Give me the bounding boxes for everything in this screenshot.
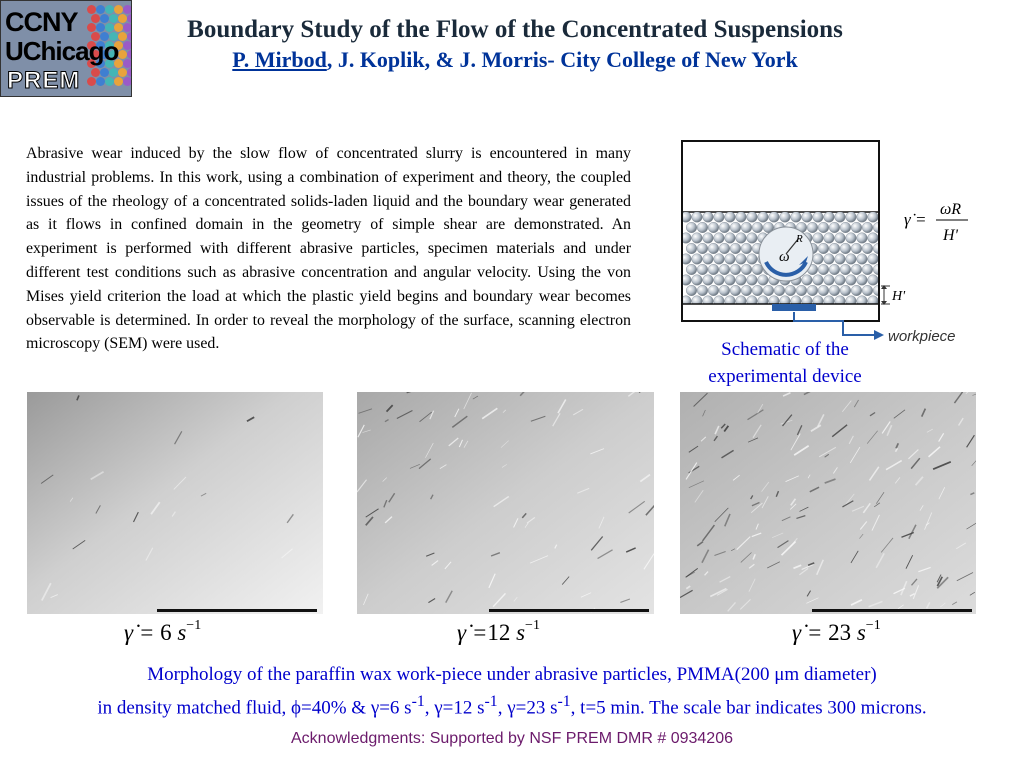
particle-bead	[868, 233, 879, 244]
particle-bead	[736, 233, 747, 244]
particle-bead	[741, 222, 752, 233]
scale-bar	[812, 609, 972, 612]
morphology-caption-line1: Morphology of the paraffin wax work-piece under abrasive particles, PMMA(200 μm diameter)	[147, 664, 877, 685]
logo-dot	[114, 5, 123, 14]
particle-bead	[730, 285, 741, 296]
particle-bead	[824, 275, 835, 286]
particle-bead	[813, 275, 824, 286]
logo-dot	[91, 68, 100, 77]
particle-bead	[736, 254, 747, 265]
logo-dot	[105, 5, 114, 14]
particle-bead	[730, 264, 741, 275]
particle-bead	[840, 243, 851, 254]
particle-bead	[824, 233, 835, 244]
particle-bead	[708, 222, 719, 233]
particle-bead	[697, 285, 708, 296]
logo-dot	[87, 77, 96, 86]
omega-label: ω	[779, 249, 790, 265]
particle-bead	[725, 254, 736, 265]
particle-bead	[752, 222, 763, 233]
particle-bead	[719, 285, 730, 296]
logo-dot	[91, 14, 100, 23]
logo-dot	[100, 14, 109, 23]
logo-dot	[105, 23, 114, 32]
particle-bead	[851, 264, 862, 275]
particle-bead	[857, 275, 868, 286]
rate-value: 12	[487, 620, 511, 645]
acknowledgments: Acknowledgments: Supported by NSF PREM DMR # 0934206	[291, 730, 733, 747]
particle-bead	[835, 212, 846, 223]
caption-exponent: -1	[557, 693, 571, 710]
schematic-caption-line1: Schematic of the	[721, 339, 849, 360]
scale-bar	[157, 609, 317, 612]
particle-bead	[813, 233, 824, 244]
particle-bead	[802, 212, 813, 223]
shear-rate-label	[124, 620, 201, 646]
logo-dot	[87, 5, 96, 14]
particle-bead	[708, 264, 719, 275]
particle-bead	[840, 222, 851, 233]
particle-bead	[697, 222, 708, 233]
logo-dot	[127, 14, 132, 23]
particle-bead	[714, 275, 725, 286]
shear-rate-label	[792, 620, 881, 646]
sem-image	[27, 392, 323, 614]
particle-bead	[758, 212, 769, 223]
particle-bead	[796, 285, 807, 296]
particle-bead	[692, 254, 703, 265]
shear-rate-equation-lhs: γ̇ =	[904, 210, 927, 229]
particle-bead	[835, 233, 846, 244]
author-link[interactable]: P. Mirbod	[232, 47, 327, 72]
particle-bead	[829, 222, 840, 233]
sem-micrograph-low-rate	[27, 392, 323, 614]
caption-segment: , t=5 min. The scale bar indicates 300 microns.	[570, 697, 927, 719]
particle-bead	[703, 212, 714, 223]
particle-bead	[703, 254, 714, 265]
particle-bead	[692, 275, 703, 286]
particle-bead	[824, 212, 835, 223]
particle-bead	[868, 212, 879, 223]
particle-bead	[862, 264, 873, 275]
logo-dot	[100, 68, 109, 77]
logo-dot	[127, 32, 132, 41]
particle-bead	[780, 212, 791, 223]
morphology-caption-line2	[0, 688, 1024, 721]
particle-bead	[868, 275, 879, 286]
abstract-paragraph: Abrasive wear induced by the slow flow of concentrated slurry is encountered in many industrial problems. In this work, using a combination of experiment and theory, the coupled issues of the rheology of a concentrated solids-laden liquid and the boundary wear generated as it flows in confined domain in the geometry of simple shear are demonstrated. An experiment is performed with different abrasive particles, specimen materials and under different test conditions such as abrasive concentration and angular velocity. Using the von Mises yield criterion the load at which the plastic yield begins and boundary wear becomes observable is determined. In order to reveal the morphology of the surface, scanning electron microscopy (SEM) were used.	[26, 145, 631, 353]
particle-bead	[758, 275, 769, 286]
particle-bead	[725, 233, 736, 244]
particle-bead	[835, 275, 846, 286]
logo-dot	[118, 14, 127, 23]
particle-bead	[763, 285, 774, 296]
rate-prefix: γ̇ =	[457, 620, 488, 645]
shear-rate-equation-numerator: ωR	[940, 201, 962, 218]
particle-bead	[714, 212, 725, 223]
logo-dot	[109, 68, 118, 77]
radius-label: R	[796, 233, 803, 245]
shear-rate-label	[457, 620, 540, 646]
rate-value: 23	[828, 620, 852, 645]
logo-dot	[114, 23, 123, 32]
particle-bead	[736, 212, 747, 223]
caption-segment: in density matched fluid, ϕ=40% & γ=6 s	[97, 697, 412, 719]
particle-bead	[714, 254, 725, 265]
logo-dot	[118, 50, 127, 59]
particle-bead	[846, 254, 857, 265]
particle-bead	[703, 233, 714, 244]
particle-bead	[862, 285, 873, 296]
workpiece-label: workpiece	[888, 328, 956, 345]
sem-micrograph-high-rate	[680, 392, 976, 614]
particle-bead	[730, 222, 741, 233]
logo-dot	[123, 77, 132, 86]
particle-bead	[686, 243, 697, 254]
logo-dot	[123, 59, 132, 68]
caption-segment: , γ=23 s	[497, 697, 558, 719]
particle-bead	[846, 212, 857, 223]
particle-bead	[818, 264, 829, 275]
rate-unit: s	[177, 620, 187, 645]
logo-dot	[87, 23, 96, 32]
particle-bead	[736, 275, 747, 286]
particle-bead	[829, 243, 840, 254]
rate-exponent: −1	[186, 618, 202, 634]
particle-bead	[747, 233, 758, 244]
particle-bead	[802, 275, 813, 286]
particle-bead	[868, 254, 879, 265]
sem-micrograph-mid-rate	[357, 392, 654, 614]
particle-bead	[857, 254, 868, 265]
particle-bead	[741, 285, 752, 296]
particle-bead	[791, 212, 802, 223]
particle-bead	[851, 222, 862, 233]
schematic-caption-line2: experimental device	[708, 366, 862, 387]
prem-logo	[0, 0, 132, 97]
logo-dot	[96, 5, 105, 14]
particle-bead	[824, 254, 835, 265]
particle-bead	[818, 243, 829, 254]
rate-unit: s	[516, 620, 526, 645]
particle-bead	[851, 285, 862, 296]
logo-dot	[105, 77, 114, 86]
workpiece-strip	[772, 304, 816, 311]
rate-prefix: γ̇ =	[792, 620, 823, 645]
particle-bead	[708, 285, 719, 296]
particle-bead	[813, 254, 824, 265]
logo-dot	[118, 32, 127, 41]
particle-bead	[741, 243, 752, 254]
logo-dot	[96, 23, 105, 32]
schematic-caption	[678, 336, 892, 390]
particle-bead	[692, 212, 703, 223]
particle-bead	[741, 264, 752, 275]
particle-bead	[714, 233, 725, 244]
logo-dot	[109, 14, 118, 23]
particle-bead	[829, 264, 840, 275]
experimental-device-schematic	[668, 134, 978, 354]
author-rest: , J. Koplik, & J. Morris- City College of New York	[326, 47, 798, 72]
rate-value: 6	[160, 620, 172, 645]
logo-dot	[123, 41, 132, 50]
particle-bead	[686, 264, 697, 275]
particle-bead	[752, 285, 763, 296]
particle-bead	[840, 285, 851, 296]
particle-bead	[807, 222, 818, 233]
particle-bead	[692, 233, 703, 244]
particle-bead	[807, 285, 818, 296]
particle-bead	[719, 264, 730, 275]
slide-title: Boundary Study of the Flow of the Concentrated Suspensions	[187, 16, 843, 43]
particle-bead	[725, 212, 736, 223]
sem-image	[680, 392, 976, 614]
gap-label: H'	[892, 289, 906, 304]
particle-bead	[835, 254, 846, 265]
particle-bead	[846, 233, 857, 244]
particle-bead	[747, 275, 758, 286]
particle-bead	[813, 212, 824, 223]
particle-bead	[697, 243, 708, 254]
particle-bead	[862, 243, 873, 254]
particle-bead	[818, 222, 829, 233]
rate-unit: s	[856, 620, 866, 645]
particle-bead	[747, 254, 758, 265]
author-line	[140, 47, 890, 73]
logo-dot	[118, 68, 127, 77]
particle-bead	[719, 243, 730, 254]
particle-bead	[725, 275, 736, 286]
caption-segment: , γ=12 s	[424, 697, 485, 719]
logo-text-uchicago: UChicago	[5, 36, 119, 66]
particle-bead	[818, 285, 829, 296]
caption-exponent: -1	[411, 693, 425, 710]
particle-bead	[730, 243, 741, 254]
particle-bead	[686, 222, 697, 233]
particle-bead	[686, 285, 697, 296]
scale-bar	[489, 609, 649, 612]
particle-bead	[857, 233, 868, 244]
shear-rate-equation-denominator: H'	[943, 227, 958, 244]
particle-bead	[862, 222, 873, 233]
sem-image	[357, 392, 654, 614]
logo-dot	[127, 50, 132, 59]
particle-bead	[719, 222, 730, 233]
particle-bead	[785, 285, 796, 296]
rate-prefix: γ̇ =	[124, 620, 155, 645]
particle-bead	[703, 275, 714, 286]
particle-bead	[774, 285, 785, 296]
particle-bead	[769, 212, 780, 223]
logo-dot	[123, 5, 132, 14]
rate-exponent: −1	[865, 618, 881, 634]
particle-bead	[851, 243, 862, 254]
particle-bead	[697, 264, 708, 275]
logo-dot	[96, 77, 105, 86]
particle-bead	[840, 264, 851, 275]
morphology-caption	[0, 661, 1024, 721]
particle-bead	[708, 243, 719, 254]
particle-bead	[829, 285, 840, 296]
rate-exponent: −1	[525, 618, 540, 634]
logo-dot	[123, 23, 132, 32]
particle-bead	[846, 275, 857, 286]
logo-text-ccny: CCNY	[5, 7, 78, 37]
logo-dot	[114, 77, 123, 86]
particle-bead	[747, 212, 758, 223]
particle-bead	[857, 212, 868, 223]
caption-exponent: -1	[484, 693, 498, 710]
logo-text-prem: PREM	[7, 67, 81, 94]
logo-dot	[127, 68, 132, 77]
